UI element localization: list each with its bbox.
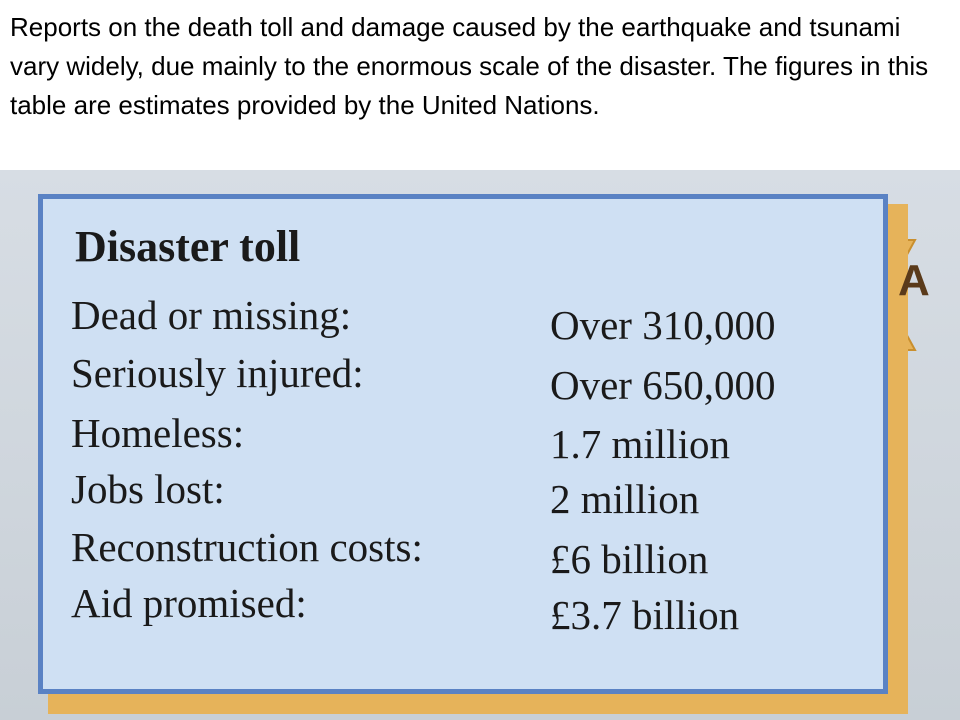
row-label-reconstruction-costs: Reconstruction costs:: [71, 524, 423, 570]
row-label-aid-promised: Aid promised:: [71, 580, 307, 626]
textbook-photo: [0, 170, 960, 720]
row-label-homeless: Homeless:: [71, 410, 245, 456]
row-label-jobs-lost: Jobs lost:: [71, 466, 225, 512]
disaster-toll-table: [38, 194, 888, 694]
table-title: Disaster toll: [75, 222, 301, 271]
row-value-jobs-lost: 2 million: [550, 476, 700, 522]
row-value-aid-promised: £3.7 billion: [550, 592, 740, 638]
row-label-seriously-injured: Seriously injured:: [71, 350, 364, 396]
caption-text: Reports on the death toll and damage caused by the earthquake and tsunami vary widely, due mainly to the enormous scale of the disaster. The figures in this table are estimates provided by the United Nations.: [10, 12, 929, 120]
row-label-dead-or-missing: Dead or missing:: [71, 292, 352, 338]
row-value-dead-or-missing: Over 310,000: [550, 302, 776, 348]
section-marker-letter: A: [898, 256, 930, 305]
row-value-seriously-injured: Over 650,000: [550, 362, 776, 408]
row-value-reconstruction-costs: £6 billion: [550, 536, 709, 582]
row-value-homeless: 1.7 million: [550, 421, 730, 467]
